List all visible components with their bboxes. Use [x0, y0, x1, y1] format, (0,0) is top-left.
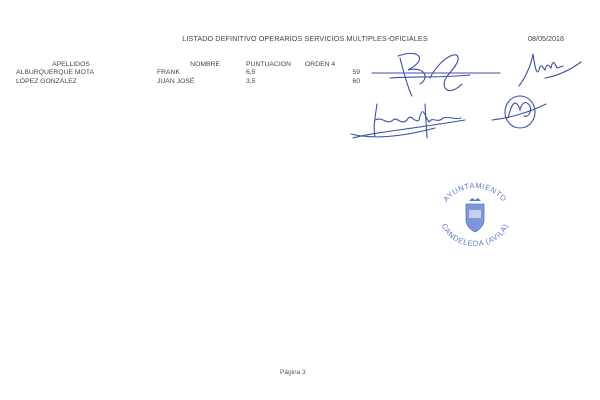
- cell-orden: 60: [352, 78, 360, 85]
- page-number: Página 3: [280, 369, 306, 376]
- signature-2: [515, 48, 585, 93]
- svg-text:CANDELEDA (AVILA): CANDELEDA (AVILA): [439, 221, 511, 249]
- cell-nombre: FRANK: [157, 69, 181, 76]
- header-apellidos: APELLIDOS: [52, 61, 90, 68]
- header-nombre: NOMBRE: [190, 61, 220, 68]
- cell-puntuacion: 6,5: [246, 69, 256, 76]
- header-puntuacion: PUNTUACION: [246, 61, 291, 68]
- signature-3: [345, 98, 495, 148]
- cell-orden: 59: [352, 69, 360, 76]
- document-title: LISTADO DEFINITIVO OPERARIOS SERVICIOS MULTIPLES-OFICIALES: [182, 34, 428, 43]
- town-hall-stamp: [430, 180, 520, 250]
- document-date: 08/05/2018: [528, 34, 564, 43]
- cell-nombre: JUAN JOSÉ: [157, 78, 195, 85]
- signature-1: [370, 48, 510, 98]
- cell-puntuacion: 3,5: [246, 78, 256, 85]
- svg-text:AYUNTAMIENTO: AYUNTAMIENTO: [441, 180, 509, 204]
- coat-of-arms-icon: [466, 198, 484, 232]
- header-orden: ORDEN 4: [305, 61, 336, 68]
- cell-apellidos: ALBURQUERQUE MOTA: [16, 69, 95, 76]
- signature-4: [490, 90, 550, 140]
- cell-apellidos: LÓPEZ GONZÁLEZ: [16, 78, 77, 85]
